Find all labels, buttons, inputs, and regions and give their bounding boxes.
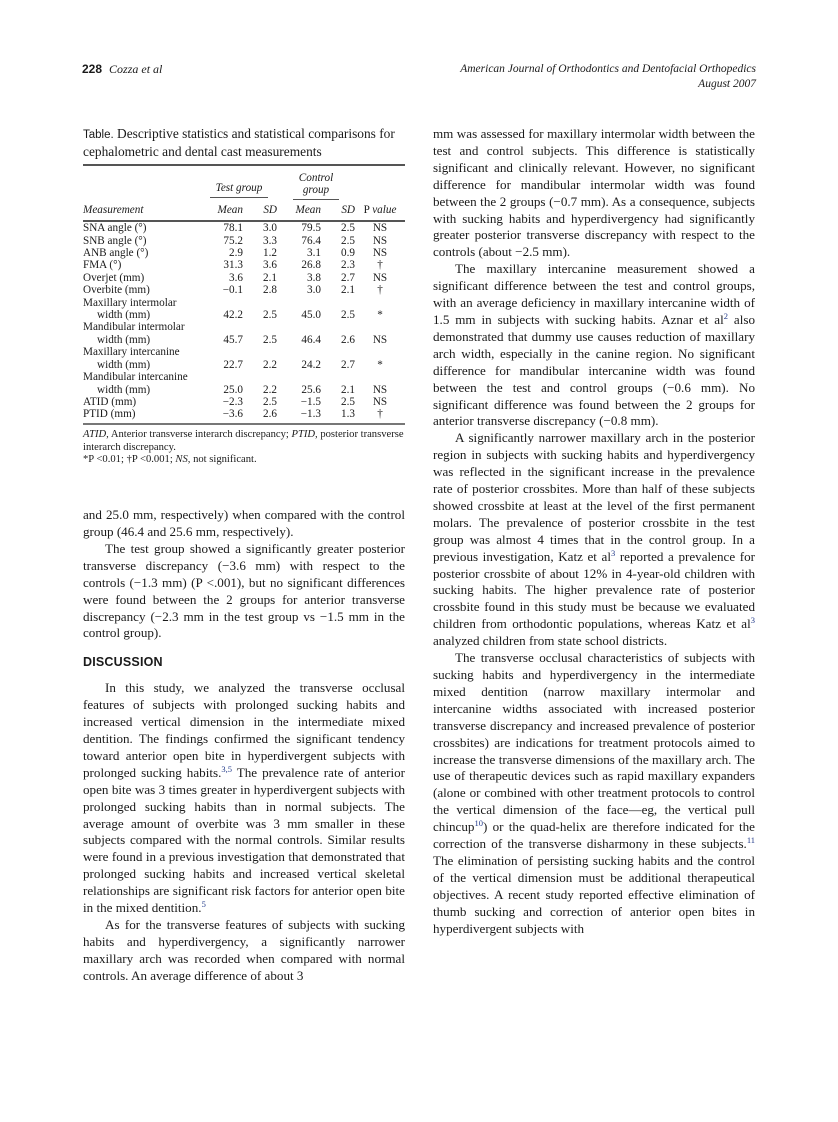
- test-sd: 2.2: [263, 383, 277, 396]
- paragraph: As for the transverse features of subjects with sucking habits and hyperdivergency, a significantly narrower maxillary arch was recorded when compared with normal controls. An average difference of about 3: [83, 916, 405, 983]
- right-column: [433, 126, 755, 938]
- row-label: ANB angle (°): [83, 247, 149, 260]
- section-heading-discussion: DISCUSSION: [83, 655, 163, 670]
- citation-link[interactable]: 3: [750, 615, 755, 626]
- col-control-mean: Mean: [277, 201, 321, 221]
- citation-link[interactable]: 11: [746, 835, 755, 846]
- table-caption: [83, 126, 405, 160]
- control-mean: 45.0: [301, 309, 321, 322]
- table-row-label: Mandibular intermolar: [83, 321, 185, 334]
- control-sd: 2.7: [341, 271, 355, 284]
- p-value: †: [377, 284, 383, 297]
- table-row-label: Maxillary intermolar: [83, 296, 177, 309]
- table-title: Descriptive statistics and statistical comparisons for cephalometric and dental cast measurements: [83, 126, 395, 159]
- test-mean: 45.7: [223, 333, 243, 346]
- test-mean: 3.6: [229, 271, 243, 284]
- control-mean: −1.3: [277, 408, 321, 423]
- control-mean: 24.2: [301, 358, 321, 371]
- test-mean: −3.6: [201, 408, 243, 423]
- control-sd: 2.6: [341, 333, 355, 346]
- p-value: †: [355, 408, 405, 423]
- table-row: [83, 309, 405, 321]
- control-sd: 0.9: [341, 247, 355, 260]
- test-mean: 25.0: [223, 383, 243, 396]
- table-row: [83, 396, 405, 408]
- row-label: width (mm): [97, 383, 151, 396]
- p-value: NS: [372, 222, 388, 235]
- control-mean: 25.6: [301, 383, 321, 396]
- running-authors: Cozza et al: [109, 62, 163, 76]
- test-sd: 2.8: [263, 284, 277, 297]
- test-mean: −2.3: [222, 395, 243, 408]
- control-sd: 2.1: [341, 284, 355, 297]
- row-label: ATID (mm): [83, 395, 137, 408]
- test-sd: 2.5: [263, 309, 277, 322]
- citation-link[interactable]: 5: [201, 899, 206, 910]
- control-sd: 2.5: [341, 395, 355, 408]
- test-sd: 3.0: [263, 222, 277, 235]
- control-sd: 2.3: [341, 259, 355, 272]
- test-group-header: Test group: [201, 165, 277, 201]
- citation-link[interactable]: 3,5: [221, 763, 232, 774]
- table-row: [83, 272, 405, 284]
- control-mean: 46.4: [301, 333, 321, 346]
- p-value: NS: [372, 247, 388, 260]
- test-mean: 42.2: [223, 309, 243, 322]
- control-mean: 79.5: [301, 222, 321, 235]
- results-table: [83, 164, 405, 425]
- control-mean: 3.1: [307, 247, 321, 260]
- journal-name: American Journal of Orthodontics and Dentofacial Orthopedics: [460, 63, 756, 75]
- row-label: Overjet (mm): [83, 271, 145, 284]
- table-row: [83, 284, 405, 296]
- paragraph: A significantly narrower maxillary arch in the posterior region in subjects with sucking habits and hyperdivergency was reflected in the significant increase in the prevalence rate of posterior crossbites. More than half of these subjects showed crossbite at least at the level of the first permanent molars. The prevalence of posterior crossbite in the test group was almost 4 times that in the control group. In a previous investigation, Katz et $al^3$ reported a prevalence for posterior crossbite of about 12% in 4-year-old children with sucking habits. The higher prevalence rate of posterior crossbite found in this study must be because we evaluated children from orthodontic populations, whereas Katz et $al^3$ analyzed children from state school districts.: [433, 430, 755, 649]
- row-label: width (mm): [97, 358, 151, 371]
- test-sd: 2.1: [263, 271, 277, 284]
- table-row: [83, 235, 405, 247]
- row-label: SNA angle (°): [83, 222, 147, 235]
- row-label: FMA (°): [83, 259, 122, 272]
- control-sd: 2.7: [341, 358, 355, 371]
- test-mean: 78.1: [223, 222, 243, 235]
- test-mean: 75.2: [223, 234, 243, 247]
- table-row: [83, 408, 405, 423]
- table-row: [83, 221, 405, 234]
- paragraph: and 25.0 mm, respectively) when compared with the control group (46.4 and 25.6 mm, respectively).: [83, 507, 405, 540]
- citation-link[interactable]: 3: [610, 547, 616, 558]
- left-column: [83, 126, 405, 985]
- test-sd: 2.6: [243, 408, 277, 423]
- control-sd: 2.5: [341, 234, 355, 247]
- issue-date: August 2007: [698, 78, 756, 90]
- test-sd: 2.2: [263, 358, 277, 371]
- table-label: Table.: [83, 129, 114, 141]
- paragraph: The transverse occlusal characteristics of subjects with sucking habits and hyperdivergency in the intermediate mixed dentition (narrow maxillary intermolar and intercanine widths associated with increased posterior transverse discrepancy and increased prevalence of posterior crossbites) are indications for treatment protocols aimed to increase the transverse dimensions of the maxillary arch. The use of therapeutic devices such as rapid maxillary expanders (alone or combined with other treatment protocols to control the vertical dimension of the face—eg, the vertical pull chincup$^{10}$) or the quad-helix are therefore indicated for the correction of the transverse disharmony in these subjects.$^{11}$ The elimination of persisting sucking habits and the control of the vertical dimension must be additional therapeutical objectives. A recent study reported effective elimination of thumb sucking and correction of anterior open bites in hyperdivergent subjects with: [433, 650, 755, 936]
- citation-link[interactable]: 2: [723, 310, 729, 321]
- test-sd: 2.5: [263, 333, 277, 346]
- row-label: width (mm): [97, 333, 151, 346]
- table-row: [83, 334, 405, 346]
- test-mean: −0.1: [222, 284, 243, 297]
- p-value: †: [377, 259, 383, 272]
- test-sd: 3.3: [263, 234, 277, 247]
- control-mean: −1.5: [300, 395, 321, 408]
- table-row-label: Maxillary intercanine: [83, 346, 180, 359]
- control-sd: 1.3: [321, 408, 355, 423]
- table-row: [83, 259, 405, 271]
- table-row: [83, 384, 405, 396]
- control-sd: 2.5: [341, 222, 355, 235]
- paragraph: The test group showed a significantly greater posterior transverse discrepancy (−3.6 mm) with respect to the controls (−1.3 mm) (P <.001), but no significant differences were found between the 2 groups for anterior transverse discrepancy (−2.3 mm in the test group vs −1.5 mm in the control group).: [83, 540, 405, 641]
- control-mean: 76.4: [301, 234, 321, 247]
- row-label: Overbite (mm): [83, 284, 150, 297]
- table-body: [83, 221, 405, 424]
- test-sd: 3.6: [263, 259, 277, 272]
- control-sd: 2.1: [341, 383, 355, 396]
- test-sd: 1.2: [263, 247, 277, 260]
- col-control-sd: SD: [321, 201, 355, 221]
- paragraph: mm was assessed for maxillary intermolar width between the test and control subjects. This difference is statistically significant and clinically relevant. However, no significant difference for mandibular intermolar width was found between the 2 groups (−0.7 mm). As a consequence, subjects with sucking habits and hyperdivergency had significantly greater posterior transverse discrepancy with respect to the controls (about −2.5 mm).: [433, 126, 755, 260]
- p-value: NS: [372, 333, 388, 346]
- running-header-right: [460, 62, 756, 92]
- control-sd: 2.5: [341, 309, 355, 322]
- row-label: width (mm): [97, 309, 151, 322]
- p-value: NS: [372, 234, 388, 247]
- p-value: *: [377, 358, 383, 371]
- col-p-value: P value: [355, 201, 405, 221]
- citation-link[interactable]: 10: [474, 818, 483, 829]
- test-sd: 2.5: [263, 395, 277, 408]
- table-row: [83, 247, 405, 259]
- table-row-label: Mandibular intercanine: [83, 371, 188, 384]
- test-mean: 31.3: [223, 259, 243, 272]
- p-value: NS: [372, 271, 388, 284]
- table-footnotes: ATID, Anterior transverse interarch discrepancy; PTID, posterior transverse interarch discrepancy. *P <0.01; †P <0.001; NS, not significant.: [83, 428, 404, 466]
- paragraph: In this study, we analyzed the transverse occlusal features of subjects with prolonged sucking habits and increased vertical dimension in the intermediate mixed dentition. The findings confirmed the significant tendency toward anterior open bite in hyperdivergent subjects with prolonged sucking habits.$^{3,5}$ The prevalence rate of anterior open bite was 3 times greater in hyperdivergent subjects with prolonged sucking habits than in normal subjects. The average amount of overbite was 3 mm smaller in these subjects compared with the normal controls. Similar results were found in a previous investigation that demonstrated that prolonged sucking habits and increased vertical skeletal relationships are significant risk factors for anterior open bite in the mixed dentition.$^5$: [83, 680, 405, 916]
- col-test-mean: Mean: [201, 201, 243, 221]
- control-mean: 26.8: [301, 259, 321, 272]
- paragraph: The maxillary intercanine measurement showed a significant difference between the test and control groups, with an average deficiency in maxillary intercanine width of 1.5 mm in subjects with sucking habits. Aznar et $al^2$ also demonstrated that dummy use causes reduction of maxillary arch width, especially in the canine region. No significant difference for mandibular intercanine width was found between the test and control groups (−0.6 mm). No significant difference was found between the 2 groups for anterior transverse discrepancy (−0.8 mm).: [433, 261, 755, 429]
- control-mean: 3.8: [307, 271, 321, 284]
- control-mean: 3.0: [307, 284, 321, 297]
- test-mean: 22.7: [223, 358, 243, 371]
- control-group-header: Control group: [277, 165, 355, 201]
- row-label: SNB angle (°): [83, 234, 147, 247]
- p-value: *: [377, 309, 383, 322]
- col-test-sd: SD: [243, 201, 277, 221]
- table-row: [83, 359, 405, 371]
- page-number: 228: [82, 62, 103, 76]
- row-label: PTID (mm): [83, 408, 201, 423]
- test-mean: 2.9: [229, 247, 243, 260]
- running-header-left: [82, 62, 162, 77]
- p-value: NS: [372, 395, 388, 408]
- p-value: NS: [372, 383, 388, 396]
- col-measurement: Measurement: [83, 201, 201, 221]
